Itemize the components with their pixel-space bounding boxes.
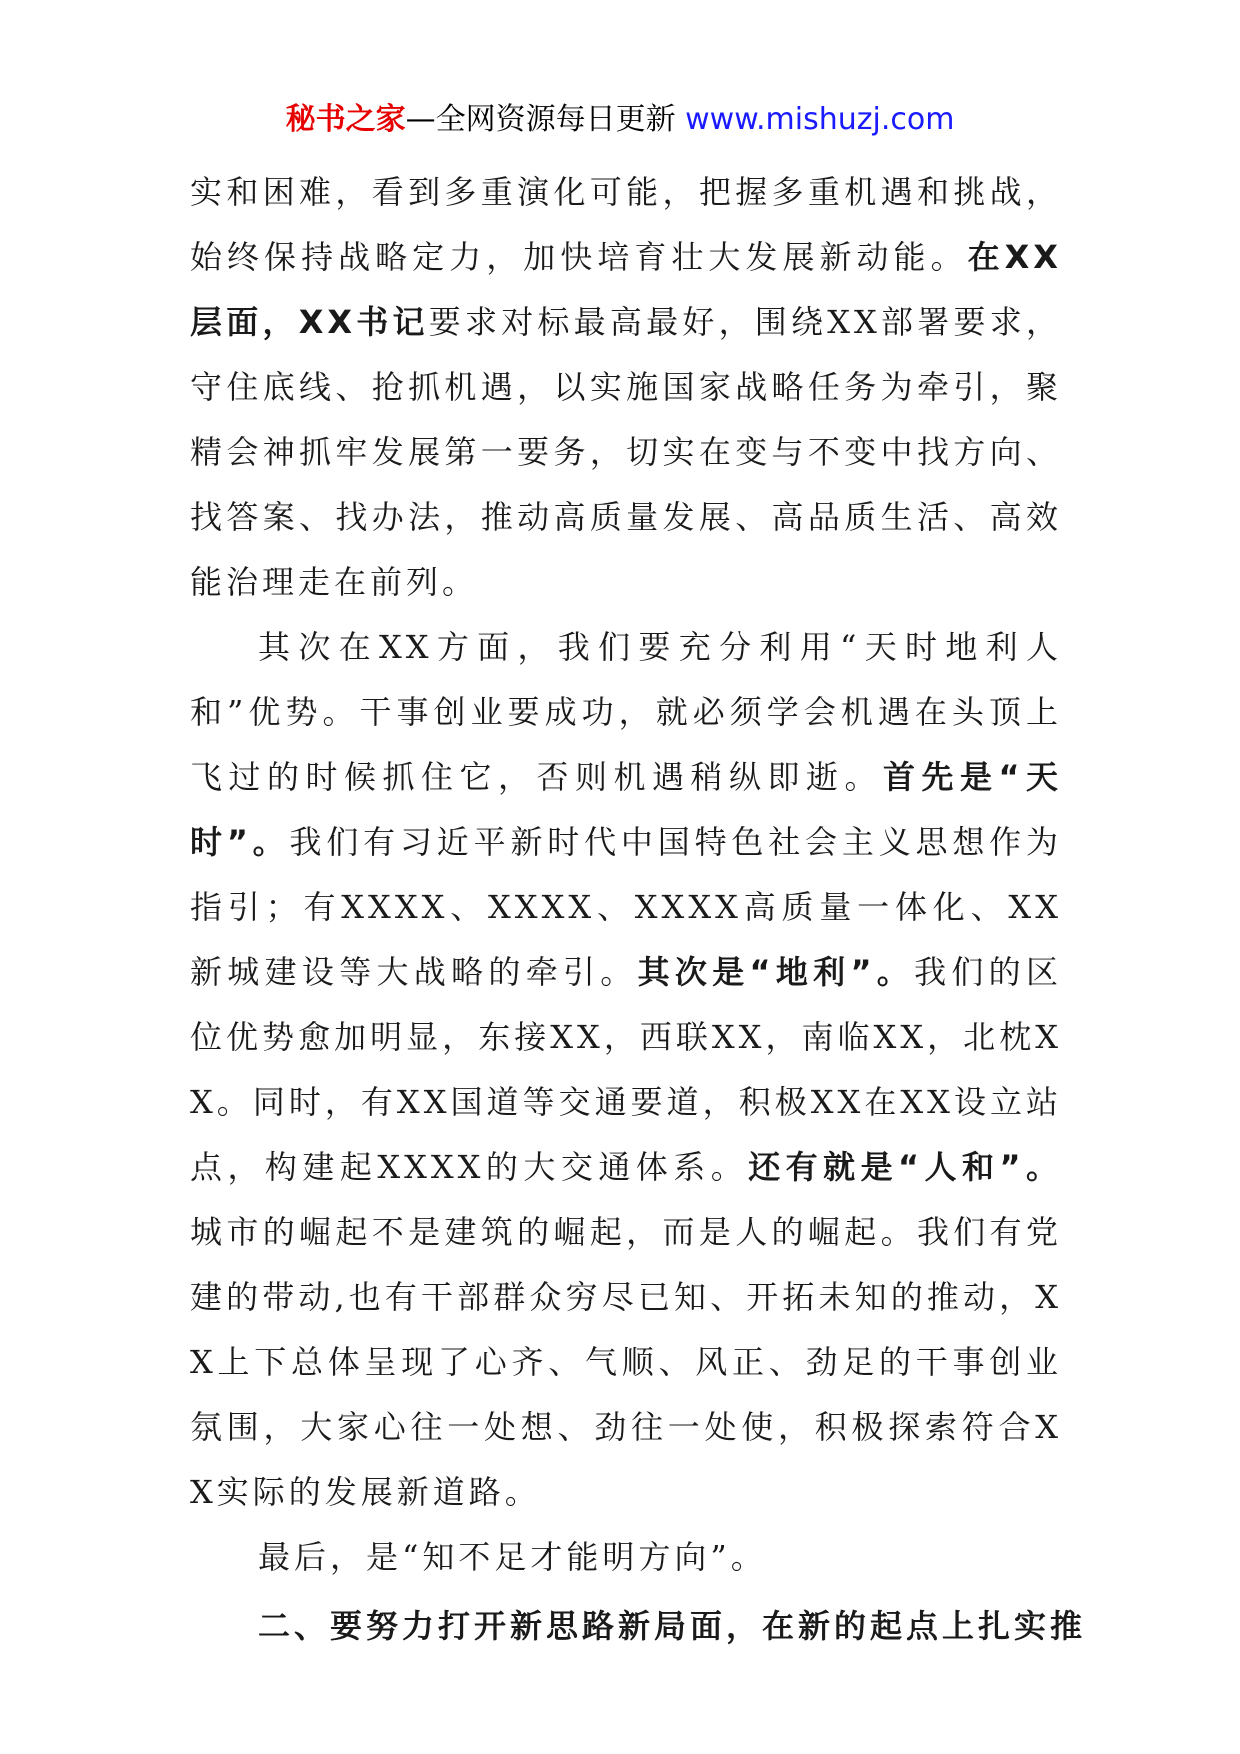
bold-segment: 在XX层面，XX书记 [190,238,1062,341]
text-segment: 城市的崛起不是建筑的崛起，而是人的崛起。我们有党建的带动,也有干部群众穷尽已知、开拓未知的推动，XX上下总体呈现了心齐、气顺、风正、劲足的干事创业氛围，大家心往一处想、劲往一处使，积极探索符合XX实际的发展新道路。 [190,1213,1062,1511]
text-segment: 要求对标最高最好，围绕XX部署要求，守住底线、抢抓机遇，以实施国家战略任务为牵引，聚精会神抓牢发展第一要务，切实在变与不变中找方向、找答案、找办法，推动高质量发展、高品质生活、高效能治理走在前列。 [190,303,1062,601]
section-heading: 二、要努力打开新思路新局面，在新的起点上扎实推 [258,1607,1087,1645]
paragraph-1 [190,160,1062,615]
header-slogan: —全网资源每日更新 [405,102,686,137]
paragraph-3 [190,1525,1062,1590]
text-segment: 实和困难，看到多重演化可能，把握多重机遇和挑战，始终保持战略定力，加快培育壮大发展新动能。 [190,173,1062,276]
bold-segment: 还有就是“人和”。 [748,1148,1062,1186]
paragraph-2 [190,615,1062,1525]
bold-segment: 首先是“天时”。 [190,758,1062,861]
text-segment: 其次在XX方面，我们要充分利用“天时地利人和”优势。干事创业要成功，就必须学会机遇在头顶上飞过的时候抓住它，否则机遇稍纵即逝。 [190,628,1062,796]
text-segment: 最后，是“知不足才能明方向”。 [258,1538,767,1576]
text-segment: 我们有习近平新时代中国特色社会主义思想作为指引；有XXXX、XXXX、XXXX高质量一体化、XX新城建设等大战略的牵引。 [190,823,1062,991]
site-header [0,100,1240,140]
header-url[interactable]: www.mishuzj.com [685,102,955,137]
header-brand: 秘书之家 [285,102,406,137]
document-body [190,160,1087,1659]
text-segment: 我们的区位优势愈加明显，东接XX，西联XX，南临XX，北枕XX。同时，有XX国道等交通要道，积极XX在XX设立站点，构建起XXXX的大交通体系。 [190,953,1062,1186]
bold-segment: 其次是“地利”。 [637,953,915,991]
